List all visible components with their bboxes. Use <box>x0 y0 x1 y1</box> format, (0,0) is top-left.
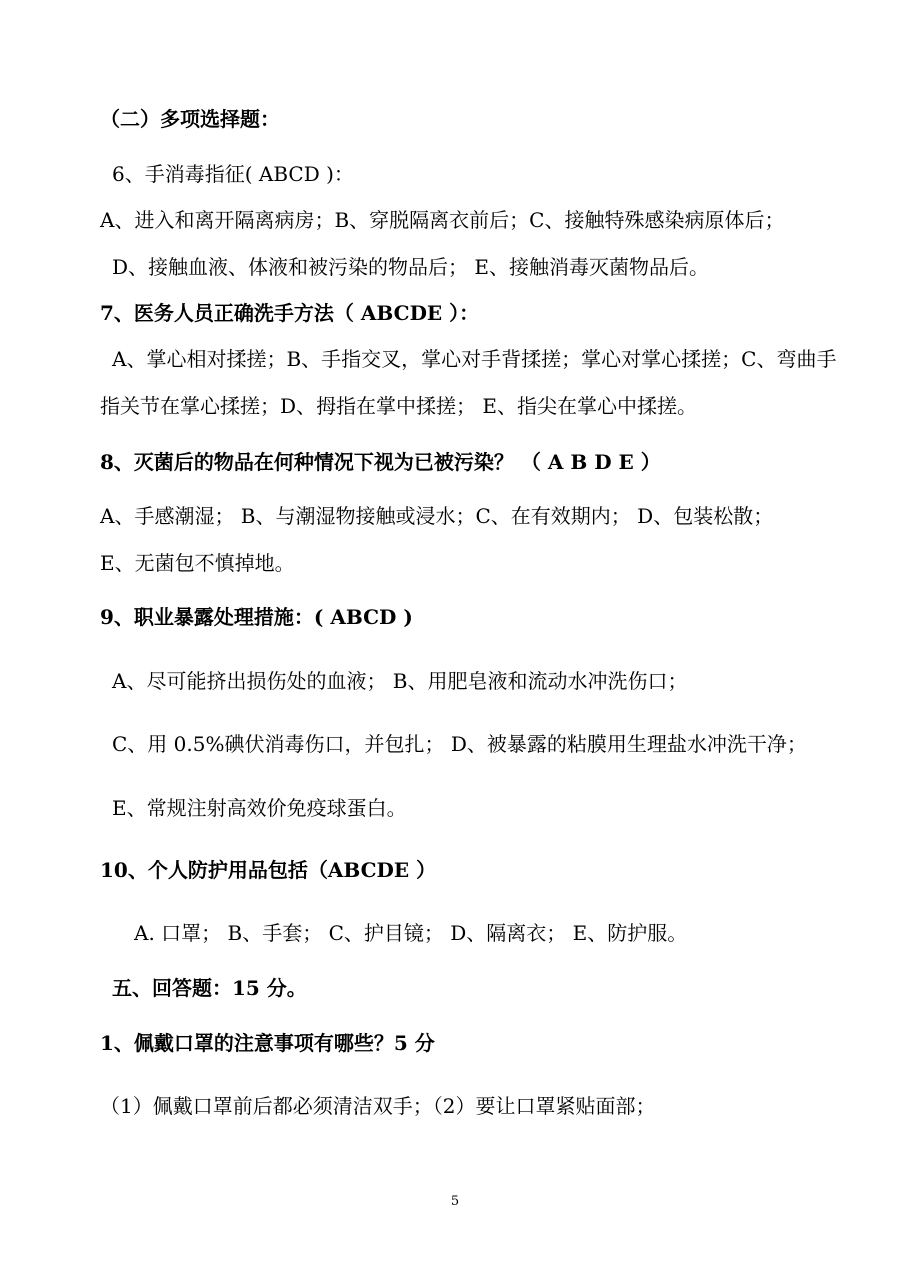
page-number: 5 <box>450 1194 460 1209</box>
question-9-options-line-3: E、常规注射高效价免疫球蛋白。 <box>112 796 407 820</box>
section-title-answer-questions: 五、回答题：15 分。 <box>112 976 307 1000</box>
question-9-options-line-2: C、用 0.5%碘伏消毒伤口，并包扎； D、被暴露的粘膜用生理盐水冲洗干净； <box>112 732 807 756</box>
question-8-stem: 8、灭菌后的物品在何种情况下视为已被污染？ （ A B D E ） <box>100 450 661 474</box>
question-9-options-line-1: A、尽可能挤出损伤处的血液； B、用肥皂液和流动水冲洗伤口； <box>112 669 688 693</box>
question-6-options-line-2: D、接触血液、体液和被污染的物品后； E、接触消毒灭菌物品后。 <box>112 255 709 279</box>
section-title-multiple-choice: （二）多项选择题： <box>100 107 280 131</box>
question-7-options-line-1: A、掌心相对揉搓；B、手指交叉，掌心对手背揉搓；掌心对掌心揉搓；C、弯曲手 <box>112 347 837 371</box>
question-8-options-line-1: A、手感潮湿； B、与潮湿物接触或浸水；C、在有效期内； D、包装松散； <box>100 504 774 528</box>
question-6-options-line-1: A、进入和离开隔离病房；B、穿脱隔离衣前后；C、接触特殊感染病原体后； <box>100 208 785 232</box>
question-10-options-line-1: A. 口罩； B、手套； C、护目镜； D、隔离衣； E、防护服。 <box>134 921 688 945</box>
question-7-stem: 7、医务人员正确洗手方法（ ABCDE ）： <box>100 301 480 325</box>
question-10-stem: 10、个人防护用品包括（ABCDE ） <box>100 858 437 882</box>
question-7-options-line-2: 指关节在掌心揉搓；D、拇指在掌中揉搓； E、指尖在掌心中揉搓。 <box>100 394 697 418</box>
question-6-stem: 6、手消毒指征( ABCD )： <box>112 162 354 186</box>
question-9-stem: 9、职业暴露处理措施：( ABCD ) <box>100 605 413 629</box>
question-8-options-line-2: E、无菌包不慎掉地。 <box>100 551 295 575</box>
answer-question-1-stem: 1、佩戴口罩的注意事项有哪些？5 分 <box>100 1031 435 1055</box>
answer-question-1-line-1: （1）佩戴口罩前后都必须清洁双手；（2）要让口罩紧贴面部； <box>100 1094 656 1118</box>
